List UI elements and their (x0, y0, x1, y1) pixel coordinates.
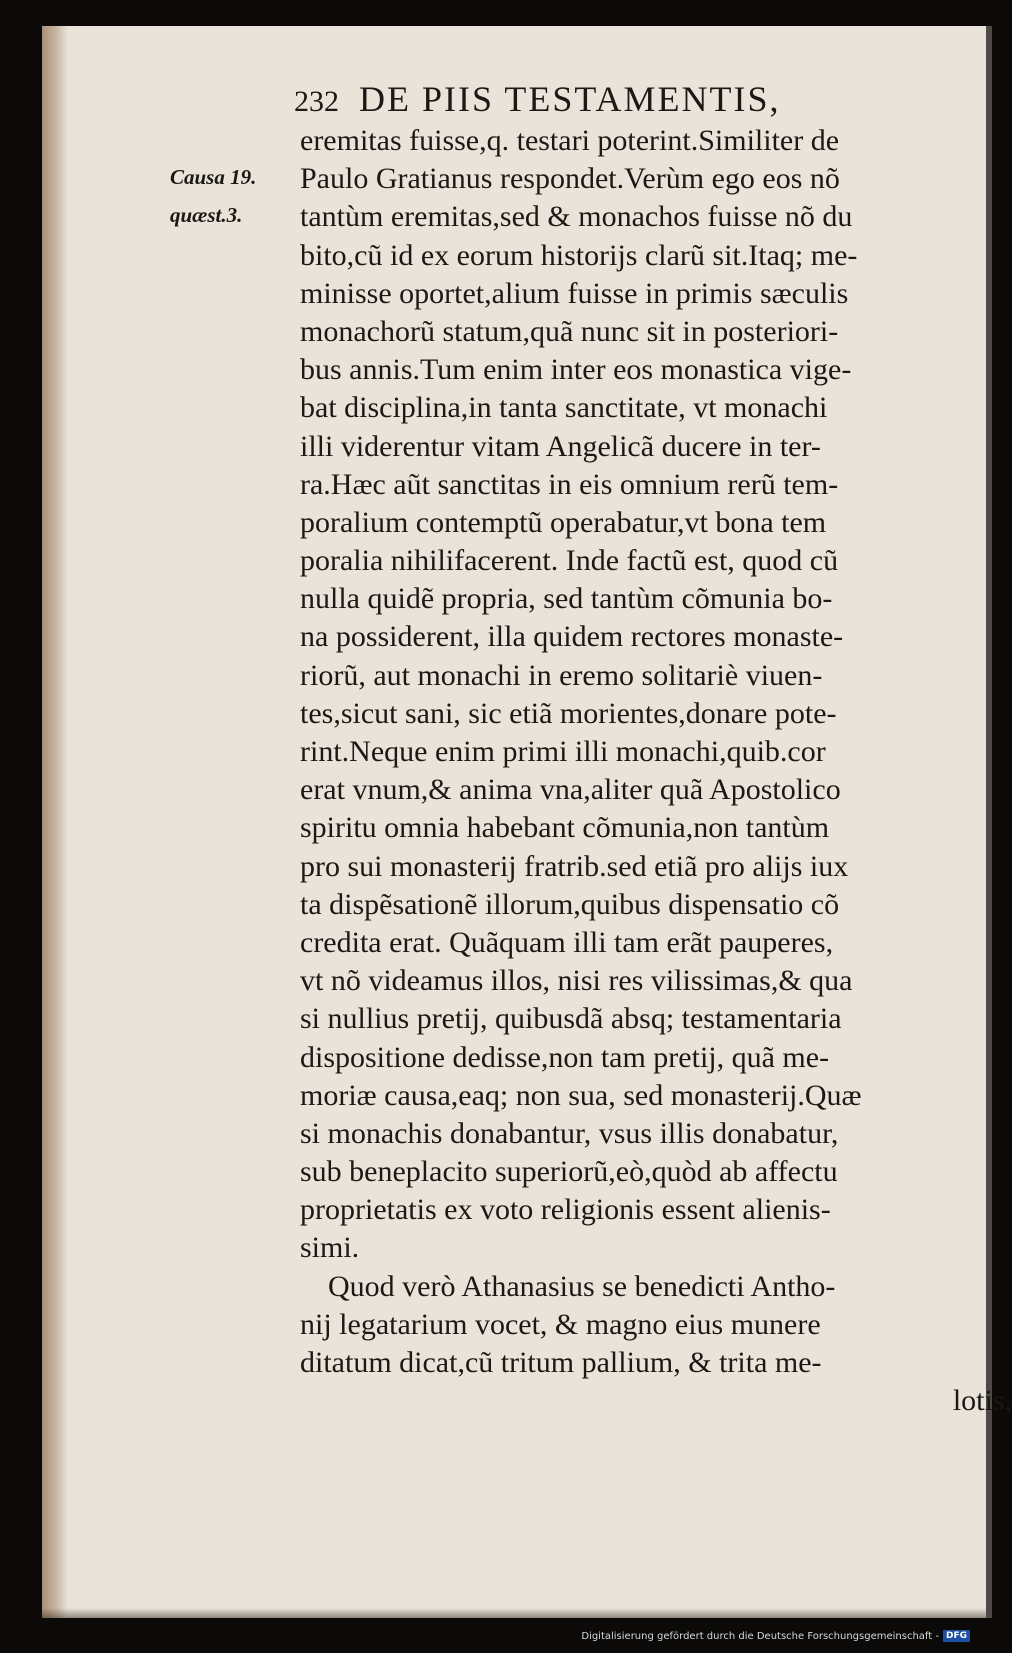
text-line: sub beneplacito superiorũ,eò,quòd ab affectu (300, 1155, 838, 1189)
dfg-logo: DFG (943, 1630, 970, 1642)
text-line: eremitas fuisse,q. testari poterint.Similiter de (300, 124, 840, 157)
text-line: tantùm eremitas,sed & monachos fuisse nõ du (300, 200, 853, 234)
page-number: 232 (294, 85, 339, 118)
margin-note-line: Causa 19. (170, 165, 257, 189)
page-edge-shadow (42, 1608, 986, 1618)
text-line: monachorũ statum,quã nunc sit in posteriori- (300, 314, 839, 348)
book-page (42, 26, 1012, 1618)
text-line: ta dispẽsationẽ illorum,quibus dispensatio cõ (300, 887, 840, 921)
text-line: illi viderentur vitam Angelicã ducere in ter- (300, 429, 821, 463)
margin-note-line: quæst.3. (170, 203, 243, 227)
text-line: bus annis.Tum enim inter eos monastica vige- (300, 353, 852, 387)
paragraph-start-line: Quod verò Athanasius se benedicti Antho- (328, 1269, 836, 1303)
text-line: ra.Hæc aũt sanctitas in eis omnium rerũ tem- (300, 467, 839, 501)
body-text (300, 122, 1012, 1420)
running-head (294, 78, 780, 120)
text-line: ditatum dicat,cũ tritum pallium, & trita me- (300, 1346, 822, 1379)
text-line: spiritu omnia habebant cõmunia,non tantùm (300, 811, 830, 845)
text-line: tes,sicut sani, sic etiã morientes,donare pote- (300, 696, 837, 730)
running-title: DE PIIS TESTAMENTIS, (359, 79, 781, 119)
digitization-credit (581, 1630, 970, 1642)
text-line: bito,cũ id ex eorum historijs clarũ sit.Itaq; me- (300, 238, 858, 272)
text-line: minisse oportet,alium fuisse in primis sæculis (300, 276, 849, 310)
text-line: proprietatis ex voto religionis essent alienis- (300, 1193, 831, 1227)
text-line: simi. (300, 1231, 360, 1265)
text-line: poralia nihilifacerent. Inde factũ est, quod cũ (300, 544, 839, 578)
text-line: nij legatarium vocet, & magno eius munere (300, 1307, 821, 1341)
catchword: lotis, (952, 1384, 1012, 1418)
text-line: rint.Neque enim primi illi monachi,quib.cor (300, 735, 826, 768)
text-line: moriæ causa,eaq; non sua, sed monasterij.Quæ (300, 1078, 862, 1112)
text-line: poralium contemptũ operabatur,vt bona tem (300, 505, 827, 539)
text-line: bat disciplina,in tanta sanctitate, vt monachi (300, 391, 828, 425)
text-line: pro sui monasterij fratrib.sed etiã pro alijs iux (300, 849, 849, 883)
text-line: nulla quidẽ propria, sed tantùm cõmunia bo- (300, 582, 833, 616)
margin-note (170, 158, 256, 234)
text-line: credita erat. Quãquam illi tam erãt pauperes, (300, 925, 834, 959)
text-line: dispositione dedisse,non tam pretij, quã me- (300, 1040, 830, 1074)
text-line: si nullius pretij, quibusdã absq; testamentaria (300, 1002, 842, 1036)
text-line: si monachis donabantur, vsus illis donabatur, (300, 1116, 839, 1150)
text-line: na possiderent, illa quidem rectores monaste- (300, 620, 844, 654)
text-line: vt nõ videamus illos, nisi res vilissimas,& qua (300, 964, 853, 998)
page-gutter (42, 26, 68, 1618)
text-line: erat vnum,& anima vna,aliter quã Apostolico (300, 773, 841, 807)
text-line: riorũ, aut monachi in eremo solitariè viuen- (300, 658, 823, 692)
credit-text: Digitalisierung gefördert durch die Deutsche Forschungsgemeinschaft - (581, 1631, 939, 1642)
text-line: Paulo Gratianus respondet.Verùm ego eos nõ (300, 162, 840, 196)
